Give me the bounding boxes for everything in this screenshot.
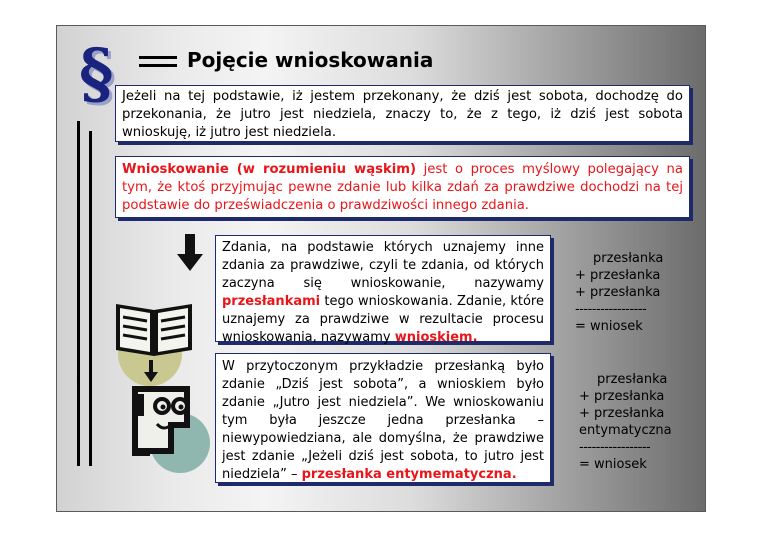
scheme-2 [579,371,672,473]
left-rule-1 [77,121,80,466]
definition-text: jest o proces myślowy polegający na tym, że ktoś przyjmując pewne zdanie lub kilka zdań za prawdziwe dochodzi na tej podstawie do przeświadczenia o prawdziwości innego zdania. [122,162,683,213]
scheme1-line3: + przesłanka [575,285,661,300]
scheme2-line2: + przesłanka [579,389,665,404]
title-rule-top [139,56,177,59]
down-arrow-icon [176,234,204,272]
scheme-1 [575,250,663,335]
intro-text: Jeżeli na tej podstawie, iż jestem przekonany, że dziś jest sobota, dochodzę do przekonania, że jutro jest niedziela, znaczy to, że z tego, iż dziś jest sobota wnioskuję, iż jutro jest niedziela. [122,89,683,140]
scheme2-line3: + przesłanka [579,406,665,421]
scheme1-line1: przesłanka [593,251,664,266]
slide [56,25,706,512]
scheme2-line1: przesłanka [597,372,668,387]
premises-text-1: Zdania, na podstawie których uznajemy inne zdania za prawdziwe, czyli te zdania, od których zaczyna się wnioskowanie, nazywamy [222,240,544,291]
scheme1-divider: ----------------- [575,302,647,317]
scheme2-result: = wniosek [579,457,647,472]
example-text: W przytoczonym przykładzie przesłanką było zdanie „Dziś jest sobota”, a wnioskiem było zdanie „Jutro jest niedziela”. We wnioskowaniu tym była jeszcze jedna przesłanka – niewypowiedziana, ale domyślna, że prawdziwe jest zdanie „Jeżeli dziś jest sobota, to jutro jest niedziela” – [222,359,544,482]
premises-box [215,235,551,345]
example-box [215,353,551,483]
section-sign-icon: § [79,34,114,112]
scheme1-result: = wniosek [575,319,643,334]
page-title: Pojęcie wnioskowania [187,48,434,72]
definition-box [115,156,690,218]
premises-text-2: tego wnioskowania. Zdanie, które uznajemy za prawdziwe w rezultacie procesu wnioskowania, nazywamy [222,294,544,345]
scheme2-divider: ----------------- [579,440,651,455]
intro-box [115,85,690,142]
title-rule-bottom [139,64,177,67]
scheme2-line4: entymatyczna [579,423,672,438]
thinking-reader-icon [102,286,222,476]
term-wniosek: wnioskiem. [394,330,478,345]
left-rule-2 [89,131,92,466]
term-przeslanka-entymematyczna: przesłanka entymematyczna. [301,467,517,482]
scheme1-line2: + przesłanka [575,268,661,283]
term-przeslanki: przesłankami [222,294,321,309]
definition-term: Wnioskowanie (w rozumieniu wąskim) [122,162,417,177]
